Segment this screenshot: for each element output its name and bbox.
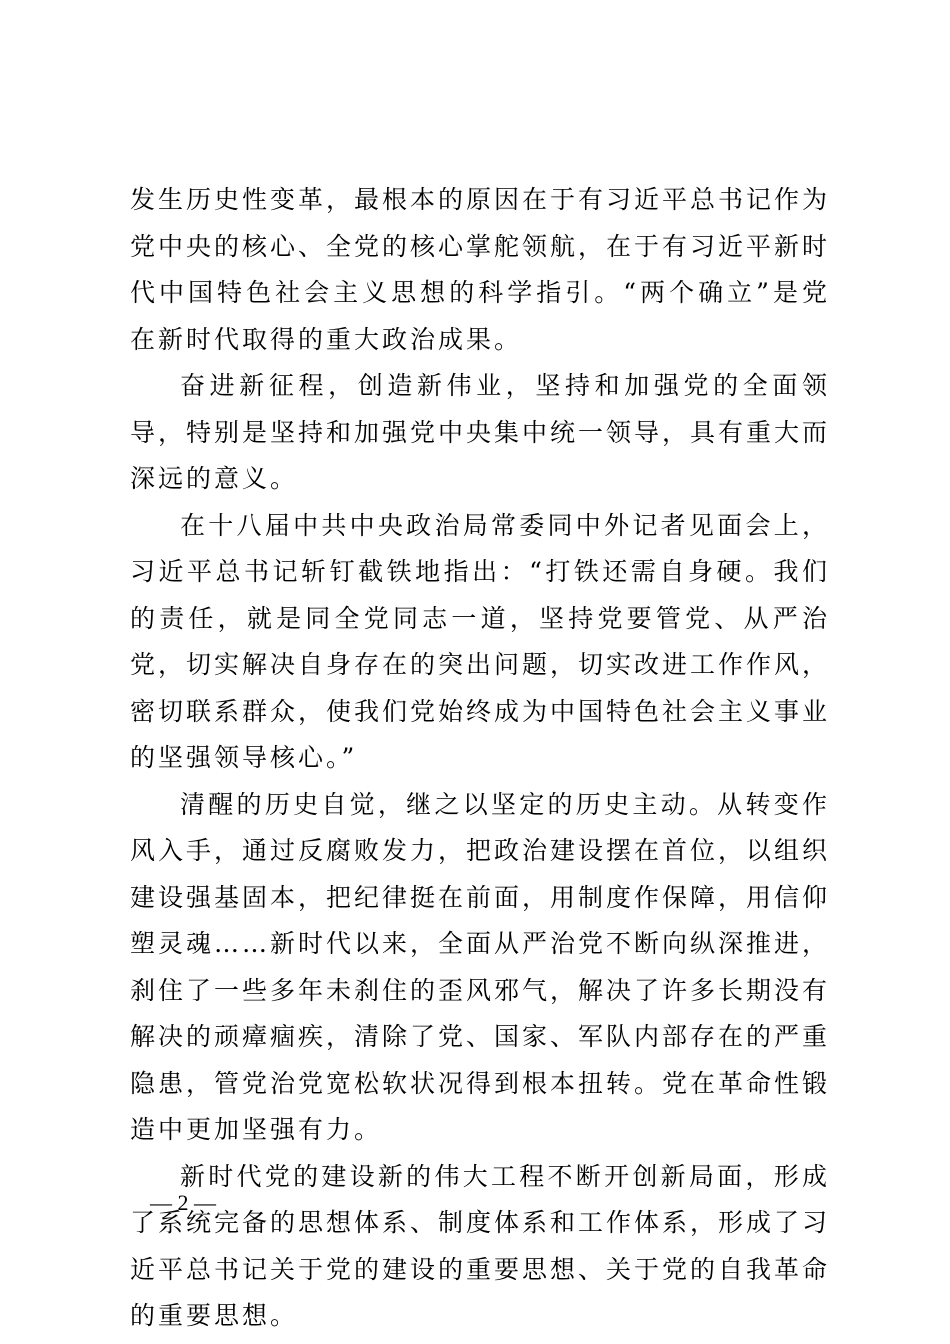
paragraph: 新时代党的建设新的伟大工程不断开创新局面，形成了系统完备的思想体系、制度体系和工作体系，形成了习近平总书记关于党的建设的重要思想、关于党的自我革命的重要思想。 xyxy=(130,1161,831,1330)
page-number: — 2 — xyxy=(150,1190,216,1215)
body-text xyxy=(130,177,830,1340)
paragraph: 清醒的历史自觉，继之以坚定的历史主动。从转变作风入手，通过反腐败发力，把政治建设摆在首位，以组织建设强基固本，把纪律挺在前面，用制度作保障，用信仰塑灵魂……新时代以来，全面从严治党不断向纵深推进，刹住了一些多年未刹住的歪风邪气，解决了许多长期没有解决的顽瘴痼疾，清除了党、国家、军队内部存在的严重隐患，管党治党宽松软状况得到根本扭转。党在革命性锻造中更加坚强有力。 xyxy=(130,789,831,1144)
paragraph: 在十八届中共中央政治局常委同中外记者见面会上，习近平总书记斩钉截铁地指出：“打铁还需自身硬。我们的责任，就是同全党同志一道，坚持党要管党、从严治党，切实解决自身存在的突出问题，切实改进工作作风，密切联系群众，使我们党始终成为中国特色社会主义事业的坚强领导核心。” xyxy=(130,510,831,772)
paragraph: 奋进新征程，创造新伟业，坚持和加强党的全面领导，特别是坚持和加强党中央集中统一领导，具有重大而深远的意义。 xyxy=(130,371,831,493)
paragraph-continuation: 发生历史性变革，最根本的原因在于有习近平总书记作为党中央的核心、全党的核心掌舵领航，在于有习近平新时代中国特色社会主义思想的科学指引。“两个确立”是党在新时代取得的重大政治成果。 xyxy=(130,185,831,354)
